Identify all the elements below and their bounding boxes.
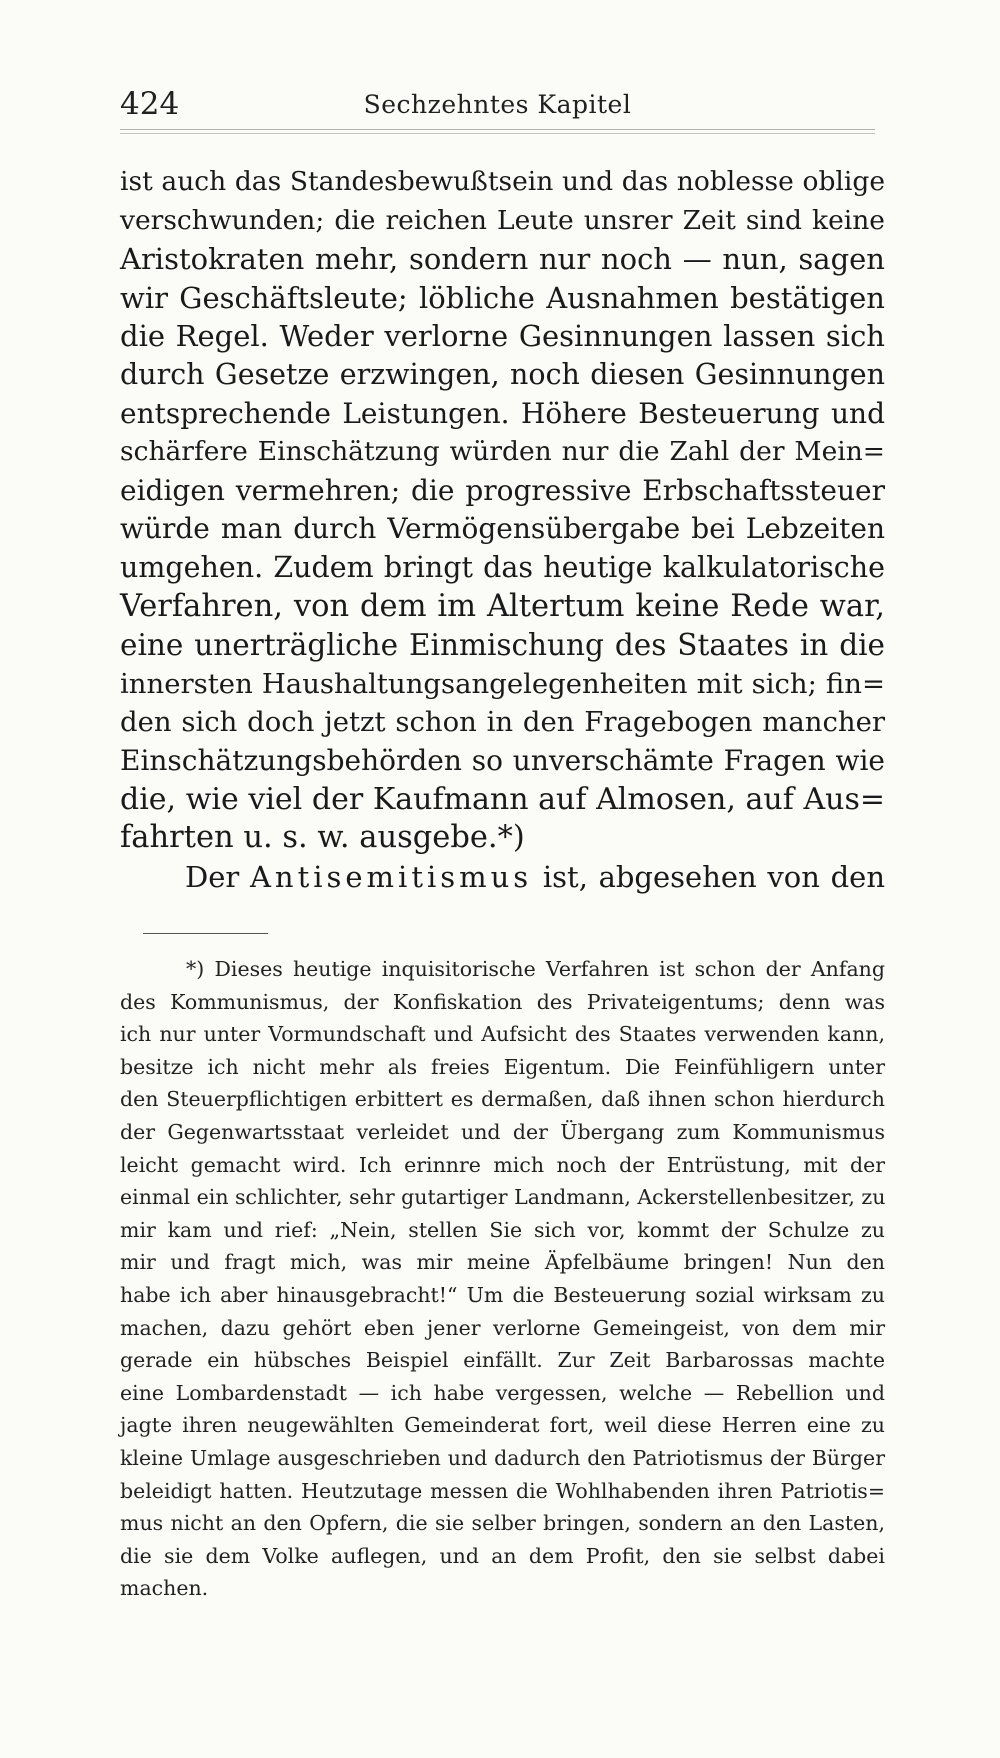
footnote-rule [143, 933, 268, 934]
footnote-line: der Gegenwartsstaat verleidet und der Übergang zum Kommunismus [120, 1119, 885, 1144]
page-number: 424 [120, 86, 180, 122]
text-line-paragraph-start [120, 858, 885, 897]
text-line: entsprechende Leistungen. Höhere Besteuerung und [120, 396, 885, 430]
text-line: schärfere Einschätzung würden nur die Zahl der Mein= [120, 436, 885, 468]
text-line: durch Gesetze erzwingen, noch diesen Gesinnungen [120, 357, 885, 391]
text-line: würde man durch Vermögensübergabe bei Lebzeiten [120, 512, 885, 546]
footnote-line: mir kam und rief: „Nein, stellen Sie sich vor, kommt der Schulze zu [120, 1217, 885, 1242]
footnote-line: mus nicht an den Opfern, die sie selber bringen, sondern an den Lasten, [120, 1511, 885, 1536]
text-fragment: Der [185, 859, 250, 894]
footnote-line: des Kommunismus, der Konfiskation des Privateigentums; denn was [120, 989, 885, 1014]
footnote-line: jagte ihren neugewählten Gemeinderat fort, weil diese Herren eine zu [120, 1413, 885, 1438]
footnote-line: habe ich aber hinausgebracht!“ Um die Besteuerung sozial wirksam zu [120, 1282, 885, 1307]
footnote-line: machen. [120, 1576, 209, 1601]
footnote-line: gerade ein hübsches Beispiel einfällt. Zur Zeit Barbarossas machte [120, 1348, 885, 1373]
text-line: verschwunden; die reichen Leute unsrer Zeit sind keine [120, 204, 885, 236]
footnote-line: *) Dieses heutige inquisitorische Verfahren ist schon der Anfang [186, 957, 885, 981]
text-line: den sich doch jetzt schon in den Fragebogen mancher [120, 706, 885, 739]
footnote-line: den Steuerpflichtigen erbittert es dermaßen, daß ihnen schon hierdurch [120, 1087, 885, 1112]
footnote-line: kleine Umlage ausgeschrieben und dadurch den Patriotismus der Bürger [120, 1445, 885, 1470]
footnote-line: mir und fragt mich, was mir meine Äpfelbäume bringen! Nun den [120, 1250, 885, 1275]
text-line: innersten Haushaltungsangelegenheiten mit sich; fin= [120, 667, 885, 700]
footnote-line: besitze ich nicht mehr als freies Eigentum. Die Feinfühligern unter [120, 1054, 885, 1079]
footnote-line: die sie dem Volke auflegen, und an dem Profit, den sie selbst dabei [120, 1543, 885, 1568]
footnote-line: eine Lombardenstadt — ich habe vergessen, welche — Rebellion und [120, 1380, 885, 1405]
text-line: eidigen vermehren; die progressive Erbschaftssteuer [120, 473, 885, 507]
header-rule [120, 129, 875, 134]
text-line: umgehen. Zudem bringt das heutige kalkulatorische [120, 550, 885, 584]
text-line: die, wie viel der Kaufmann auf Almosen, auf Aus= [120, 781, 885, 817]
running-title: Sechzehntes Kapitel [363, 90, 632, 119]
text-line: ist auch das Standesbewußtsein und das noblesse oblige [120, 166, 885, 197]
text-line: Einschätzungsbehörden so unverschämte Fragen wie [120, 743, 885, 777]
text-fragment: ist, abgesehen von den [532, 859, 885, 894]
text-line: Aristokraten mehr, sondern nur noch — nun, sagen [120, 242, 885, 277]
text-line: Verfahren, von dem im Altertum keine Rede war, [120, 588, 885, 624]
text-line: fahrten u. s. w. ausgebe.*) [120, 820, 525, 856]
text-line: die Regel. Weder verlorne Gesinnungen lassen sich [120, 319, 885, 354]
running-head [120, 86, 875, 132]
footnote-line: ich nur unter Vormundschaft und Aufsicht des Staates verwenden kann, [120, 1022, 885, 1047]
footnote-line: einmal ein schlichter, sehr gutartiger Landmann, Ackerstellenbesitzer, zu [120, 1185, 886, 1210]
footnote-line: leicht gemacht wird. Ich erinnre mich noch der Entrüstung, mit der [120, 1152, 885, 1177]
text-line: wir Geschäftsleute; löbliche Ausnahmen bestätigen [120, 280, 885, 315]
footnote-line: beleidigt hatten. Heutzutage messen die Wohlhabenden ihren Patriotis= [120, 1478, 885, 1503]
footnote-line: machen, dazu gehört eben jener verlorne Gemeingeist, von dem mir [120, 1315, 885, 1340]
footnote [120, 953, 885, 1605]
text-line: eine unerträgliche Einmischung des Staates in die [120, 628, 885, 663]
main-text [120, 163, 885, 896]
spaced-emphasis: Antisemitismus [249, 859, 533, 894]
